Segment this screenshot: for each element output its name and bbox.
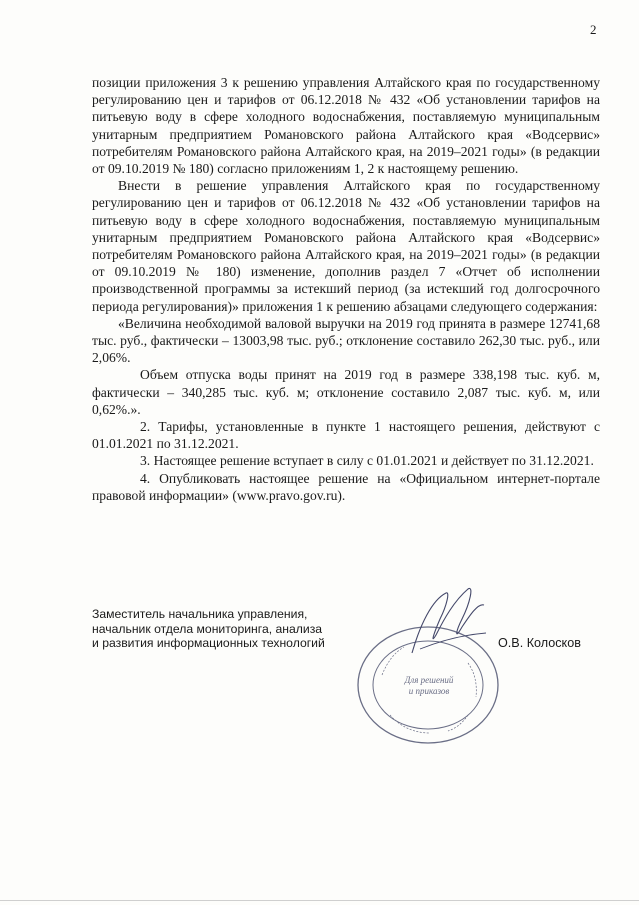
signatory-title-line: начальник отдела мониторинга, анализа — [92, 621, 323, 636]
paragraph-publication: 4. Опубликовать настоящее решение на «Официальном интернет-портале правовой информации» (www.pravo.gov.ru). — [92, 470, 600, 503]
signatory-name: О.В. Колосков — [498, 636, 581, 650]
paragraph-amendment: Внести в решение управления Алтайского края по государственному регулированию цен и тарифов от 06.12.2018 № 432 «Об установлении тарифов на питьевую воду в сфере холодного водоснабжения, поставляемую муниципальным унитарным предприятием Романовского района Алтайского края «Водсервис» потребителям Романовского района Алтайского края, на 2019–2021 годы» (в редакции от 09.10.2019 № 180) изменение, дополнив раздел 7 «Отчет об исполнении производственной программы за истекший период (за истекший год долгосрочного периода регулирования)» приложения 1 к решению абзацами следующего содержания: — [92, 178, 600, 314]
stamp-inner-ring — [373, 641, 483, 729]
stamp-center-text: и приказов — [408, 686, 450, 696]
page-bottom-edge — [0, 900, 639, 901]
paragraph-continuation: позиции приложения 3 к решению управления Алтайского края по государственному регулированию цен и тарифов от 06.12.2018 № 432 «Об установлении тарифов на питьевую воду в сфере холодного водоснабжения, поставляемую муниципальным унитарным предприятием Романовского района Алтайского края «Водсервис» потребителям Романовского района Алтайского края, на 2019–2021 годы» (в редакции от 09.10.2019 № 180) согласно приложениям 1, 2 к настоящему решению. — [92, 75, 600, 177]
stamp-center-text: Для решений — [404, 675, 454, 685]
paragraph-effective-date: 3. Настоящее решение вступает в силу с 01.01.2021 и действует по 31.12.2021. — [140, 453, 594, 469]
official-stamp — [350, 575, 510, 750]
paragraph-tariffs-validity: 2. Тарифы, установленные в пункте 1 настоящего решения, действуют с 01.01.2021 по 31.12.2021. — [92, 419, 600, 452]
paragraph-revenue: «Величина необходимой валовой выручки на 2019 год принята в размере 12741,68 тыс. руб., фактически – 13003,98 тыс. руб.; отклонение составило 262,30 тыс. руб., или 2,06%. — [92, 315, 600, 366]
stamp-outer-ring — [358, 627, 498, 743]
page-number: 2 — [590, 22, 597, 37]
signatory-title-line: и развития информационных технологий — [92, 636, 325, 651]
signatory-title-line: Заместитель начальника управления, — [92, 607, 308, 621]
signatory-title — [92, 607, 382, 651]
handwritten-signature — [412, 588, 484, 653]
paragraph-water-volume: Объем отпуска воды принят на 2019 год в размере 338,198 тыс. куб. м, фактически – 340,285 тыс. куб. м; отклонение составило 2,087 тыс. куб. м, или 0,62%.». — [92, 367, 600, 417]
document-body — [92, 74, 600, 504]
